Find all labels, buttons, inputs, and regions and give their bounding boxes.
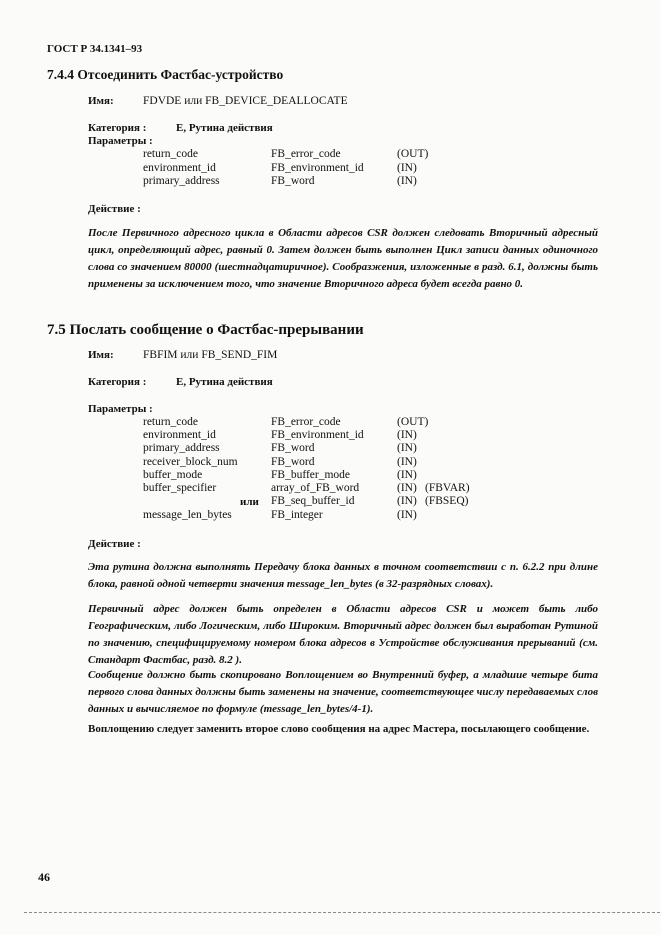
- param-direction: (IN): [397, 482, 417, 494]
- param-type: FB_word: [271, 442, 315, 454]
- param-direction: (IN): [397, 456, 417, 468]
- param-name: primary_address: [143, 175, 220, 187]
- param-type: FB_error_code: [271, 416, 341, 428]
- s75-paragraph-2: Первичный адрес должен быть определен в Области адресов CSR и может быть либо Географическим, либо Логическим, либо Широким. Вторичный адрес должен был выработан Рутиной по значению, специфицируемому номером блока адресов в Устройстве обслуживания прерываний (см. Стандарт Фастбас, разд. 8.2 ).: [88, 603, 598, 666]
- param-type: FB_error_code: [271, 148, 341, 160]
- s744-action-text: После Первичного адресного цикла в Области адресов CSR должен следовать Вторичный адресный цикл, определяющий адрес, равный 0. Затем должен быть выполнен Цикл записи данных одиночного слова со значением 80000 (шестнадцатиричное). Сообразжения, изложенные в разд. 6.1, должны быть применены за исключением того, что значение Вторичного адреса будет всегда равно 0.: [88, 227, 598, 290]
- param-type: FB_integer: [271, 509, 323, 521]
- param-direction: (IN): [397, 162, 417, 174]
- param-or-label: или: [240, 496, 259, 508]
- s744-name-label: Имя:: [88, 95, 114, 107]
- param-type: FB_seq_buffer_id: [271, 495, 355, 507]
- s744-category-value: E, Рутина действия: [176, 122, 273, 134]
- param-type: FB_environment_id: [271, 429, 364, 441]
- running-header: ГОСТ Р 34.1341–93: [47, 43, 143, 55]
- s75-paragraph-4: Воплощению следует заменить второе слово сообщения на адрес Мастера, посылающего сообщение.: [88, 723, 590, 735]
- param-name: buffer_specifier: [143, 482, 217, 494]
- page-number: 46: [38, 870, 50, 884]
- param-direction: (IN): [397, 175, 417, 187]
- section-75-title: 7.5 Послать сообщение о Фастбас-прерывании: [47, 322, 364, 338]
- param-type: FB_word: [271, 175, 315, 187]
- param-type: array_of_FB_word: [271, 482, 360, 494]
- s744-category-label: Категория :: [88, 122, 147, 134]
- s75-category-value: E, Рутина действия: [176, 376, 273, 388]
- param-direction: (IN): [397, 429, 417, 441]
- param-variant: (FBVAR): [425, 482, 470, 494]
- s75-name-value: FBFIM или FB_SEND_FIM: [143, 349, 278, 361]
- param-type: FB_environment_id: [271, 162, 364, 174]
- param-name: environment_id: [143, 162, 216, 174]
- param-type: FB_word: [271, 456, 315, 468]
- s75-paragraph-3: Сообщение должно быть скопировано Воплощением во Внутренний буфер, а младшие четыре бита первого слова данных должны быть заменены на значение, соответствующее числу передаваемых слов данных и вычисляемое по формуле (message_len_bytes/4-1).: [88, 669, 598, 715]
- s744-action-label: Действие :: [88, 203, 141, 215]
- s75-paragraph-1: Эта рутина должна выполнять Передачу блока данных в точном соответствии с п. 6.2.2 при длине блока, равной одной четверти значения message_len_bytes (в 32-разрядных словах).: [88, 561, 598, 590]
- param-variant: (FBSEQ): [425, 495, 469, 507]
- param-name: buffer_mode: [143, 469, 203, 481]
- param-name: return_code: [143, 148, 198, 160]
- s75-action-label: Действие :: [88, 538, 141, 550]
- param-name: receiver_block_num: [143, 456, 238, 468]
- s75-category-label: Категория :: [88, 376, 147, 388]
- param-name: return_code: [143, 416, 198, 428]
- param-name: primary_address: [143, 442, 220, 454]
- param-name: environment_id: [143, 429, 216, 441]
- s75-name-label: Имя:: [88, 349, 114, 361]
- param-name: message_len_bytes: [143, 509, 232, 521]
- param-direction: (OUT): [397, 416, 429, 428]
- footer-rule: [24, 912, 660, 913]
- param-direction: (OUT): [397, 148, 429, 160]
- section-744-title: 7.4.4 Отсоединить Фастбас-устройство: [47, 67, 284, 82]
- s744-params-label: Параметры :: [88, 135, 153, 147]
- param-direction: (IN): [397, 442, 417, 454]
- param-direction: (IN): [397, 495, 417, 507]
- param-direction: (IN): [397, 469, 417, 481]
- param-direction: (IN): [397, 509, 417, 521]
- s75-params-label: Параметры :: [88, 403, 153, 415]
- s744-name-value: FDVDE или FB_DEVICE_DEALLOCATE: [143, 95, 348, 107]
- param-type: FB_buffer_mode: [271, 469, 351, 481]
